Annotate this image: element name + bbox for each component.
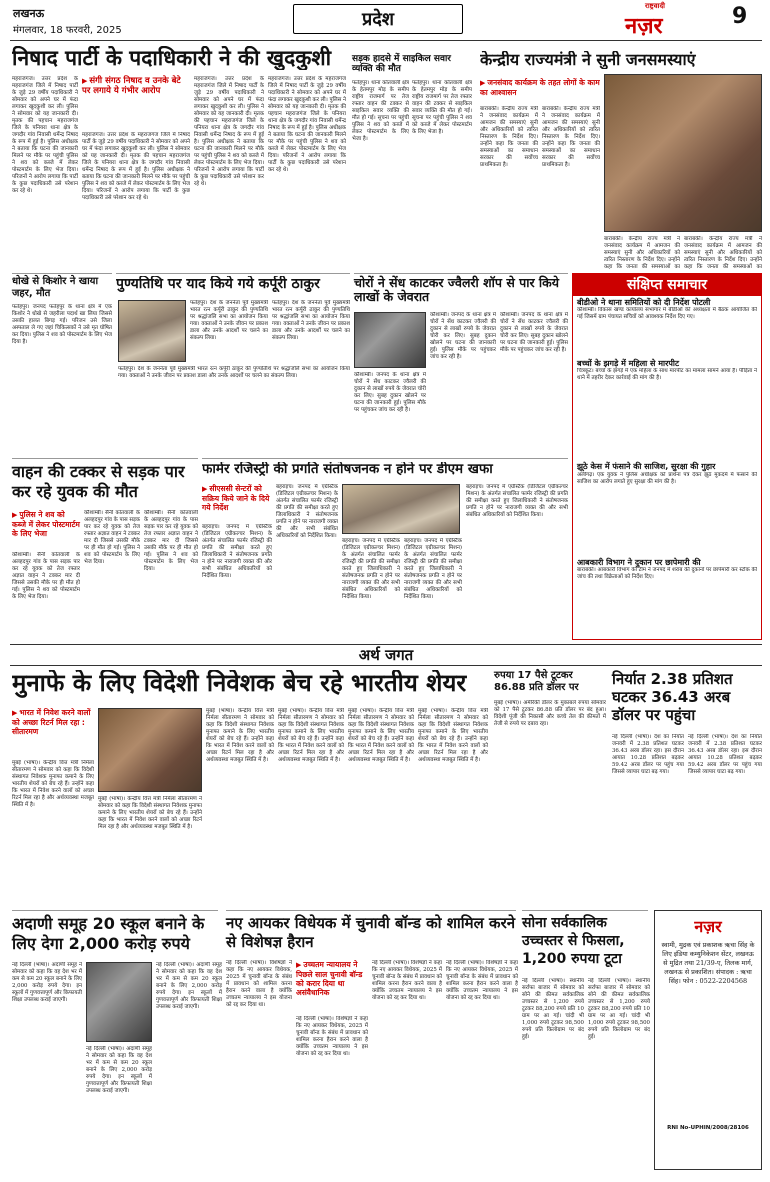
- brief-1-head: बीडीओ ने थाना समितियों को दी निर्देश पोटली: [577, 298, 711, 307]
- briefs-box: [572, 273, 762, 640]
- imprint-text: स्वामी, मुद्रक एवं प्रकाशक ऋचा सिंह के लिए इंडिया कम्युनिकेशन सेंटर, लखनऊ से मुद्रित तथा 21/39-ए, तिलक मार्ग, लखनऊ से प्रकाशित। संपादक : ऋचा सिंह। फोन : 0522-2204568: [661, 941, 755, 985]
- brief-3: [573, 460, 761, 555]
- brief-4-body: बाराबंकी। आबकारी विभाग की टीम ने जनपद में शराब की दुकानों पर छापेमारी कर स्टॉक की जांच की तथा विक्रेताओं को निर्देश दिए।: [577, 566, 757, 580]
- youth-body-col1: कौशाम्बी। सैनी कोतवाली के अलहदपुर गांव के पास सड़क पार कर रहे युवक को तेज रफ्तार अज्ञात वाहन ने टक्कर मार दी जिससे उसकी मौके पर ही मौत हो गई। पुलिस ने शव को पोस्टमार्टम के लिए भेज दिया।: [12, 552, 80, 600]
- triangle-bullet-icon: ▶: [12, 709, 18, 717]
- fpi-body-col6: मुंबई (भाषा)। केन्द्रीय वित्त मंत्री निर्मला सीतारमण ने सोमवार को कहा कि विदेशी संस्थागत निवेशक मुनाफा कमाने के लिए भारतीय शेयरों को बेच रहे हैं। उन्होंने कहा कि भारत में निवेश करने वालों को अच्छा रिटर्न मिल रहा है और अर्थव्यवस्था मजबूत स्थिति में है।: [418, 708, 488, 763]
- brief-4: [573, 556, 761, 633]
- farmer-top-rule: [202, 458, 568, 459]
- karpoori-body-col1: फतेहपुर। देश के जननेता पूर्व मुख्यमंत्री भारत रत्न कर्पूरी ठाकुर की पुण्यतिथि पर श्रद्धांजलि सभा का आयोजन किया गया। वक्ताओं ने उनके जीवन पर प्रकाश डाला और उनके आदर्शों पर चलने का संकल्प लिया।: [190, 300, 268, 341]
- farmer-body-col2: बहराइच। जनपद में एग्रीस्टैक (डिजिटल एग्रीकल्चर मिशन) के अंतर्गत संचालित फार्मर रजिस्ट्री की प्रगति की समीक्षा करते हुए जिलाधिकारी ने संतोषजनक प्रगति न होने पर नाराजगी व्यक्त की और सभी संबंधित अधिकारियों को निर्देशित किया।: [276, 484, 338, 539]
- triangle-bullet-icon: ▶: [480, 79, 486, 87]
- brief-1-body: कौशाम्बी। विकास खण्ड कार्यालय सभागार में बीडीओ की अध्यक्षता में बैठक आयोजित की गई जिसमें ग्राम पंचायत सचिवों को आवश्यक निर्देश दिए गए।: [577, 307, 757, 321]
- tax-headline: नए आयकर विधेयक में चुनावी बॉन्ड को शामिल करने से विशेषज्ञ हैरान: [226, 914, 516, 951]
- brief-3-head: झूठे केस में फंसाने की साजिश, सुरक्षा की गुहार: [577, 462, 716, 472]
- tax-body-col1: नई दिल्ली (भाषा)। विशेषज्ञों ने कहा कि नए आयकर विधेयक, 2025 में चुनावी बॉन्ड के संबंध में प्रावधान को शामिल करना हैरान करने वाला है क्योंकि उच्चतम न्यायालय ने इस योजना को रद्द कर दिया था।: [226, 960, 292, 1008]
- tax-body-col2: नई दिल्ली (भाषा)। विशेषज्ञों ने कहा कि नए आयकर विधेयक, 2025 में चुनावी बॉन्ड के संबंध में प्रावधान को शामिल करना हैरान करने वाला है क्योंकि उच्चतम न्यायालय ने इस योजना को रद्द कर दिया था।: [296, 1016, 368, 1057]
- karpoori-headline: पुण्यतिथि पर याद किये गये कर्पूरी ठाकुर: [116, 276, 320, 292]
- farmer-photo: [342, 484, 460, 534]
- brief-1: [573, 296, 761, 357]
- nishad-body-col3: महराजगंज। उत्तर प्रदेश के महराजगंज जिले में निषाद पार्टी के जुड़े 29 वर्षीय पदाधिकारी ने सोमवार को अपने घर में फंदा लगाकर खुदकुशी कर ली। पुलिस ने सोमवार को यह जानकारी दी। मृतक की पहचान महराजगंज जिले के पनियरा थाना क्षेत्र के जगदौर गांव निवासी धर्मेन्द्र निषाद के रूप में हुई है। पुलिस अधीक्षक ने बताया कि घटना की जानकारी मिलने पर मौके पर पहुंची पुलिस ने शव को कब्जे में लेकर पोस्टमार्टम के लिए भेज दिया। परिजनों ने आरोप लगाया कि पार्टी के कुछ पदाधिकारी उसे परेशान कर रहे थे।: [194, 76, 264, 187]
- minister-subhead: [480, 78, 600, 97]
- karpoori-body-col3: फतेहपुर। देश के जननेता पूर्व मुख्यमंत्री भारत रत्न कर्पूरी ठाकुर की पुण्यतिथि पर श्रद्धांजलि सभा का आयोजन किया गया। वक्ताओं ने उनके जीवन पर प्रकाश डाला और उनके आदर्शों पर चलने का संकल्प लिया।: [118, 366, 350, 379]
- brand-logo: [615, 2, 727, 39]
- fpi-body-col5: मुंबई (भाषा)। केन्द्रीय वित्त मंत्री निर्मला सीतारमण ने सोमवार को कहा कि विदेशी संस्थागत निवेशक मुनाफा कमाने के लिए भारतीय शेयरों को बेच रहे हैं। उन्होंने कहा कि भारत में निवेश करने वालों को अच्छा रिटर्न मिल रहा है और अर्थव्यवस्था मजबूत स्थिति में है।: [348, 708, 414, 763]
- adani-top-rule: [12, 910, 218, 911]
- adani-photo: [86, 962, 152, 1042]
- gold-headline: सोना सर्वकालिक उच्चस्तर से फिसला, 1,200 रुपया टूटा: [522, 915, 625, 967]
- fpi-body-col4: मुंबई (भाषा)। केन्द्रीय वित्त मंत्री निर्मला सीतारमण ने सोमवार को कहा कि विदेशी संस्थागत निवेशक मुनाफा कमाने के लिए भारतीय शेयरों को बेच रहे हैं। उन्होंने कहा कि भारत में निवेश करने वालों को अच्छा रिटर्न मिल रहा है और अर्थव्यवस्था मजबूत स्थिति में है।: [278, 708, 344, 763]
- tax-body-col3: नई दिल्ली (भाषा)। विशेषज्ञों ने कहा कि नए आयकर विधेयक, 2025 में चुनावी बॉन्ड के संबंध में प्रावधान को शामिल करना हैरान करने वाला है क्योंकि उच्चतम न्यायालय ने इस योजना को रद्द कर दिया था।: [372, 960, 442, 1001]
- brand-name: नज़र: [625, 14, 663, 39]
- adani-body-col3: नई दिल्ली (भाषा)। अदाणी समूह ने सोमवार को कहा कि वह देश भर में कम से कम 20 स्कूल बनाने के लिए 2,000 करोड़ रुपये देगा। इन स्कूलों में गुणवत्तापूर्ण और किफायती शिक्षा उपलब्ध कराई जाएगी।: [156, 962, 222, 1010]
- triangle-bullet-icon: ▶: [202, 485, 208, 493]
- fpi-body-col1: मुंबई (भाषा)। केन्द्रीय वित्त मंत्री निर्मला सीतारमण ने सोमवार को कहा कि विदेशी संस्थागत निवेशक मुनाफा कमाने के लिए भारतीय शेयरों को बेच रहे हैं। उन्होंने कहा कि भारत में निवेश करने वालों को अच्छा रिटर्न मिल रहा है और अर्थव्यवस्था मजबूत स्थिति में है।: [12, 760, 94, 808]
- city-label: लखनऊ: [13, 7, 45, 20]
- karpoori-top-rule: [116, 273, 350, 274]
- imprint-brand: नज़र: [694, 917, 722, 936]
- jewellery-top-rule: [354, 273, 568, 274]
- farmer-body-col3: बहराइच। जनपद में एग्रीस्टैक (डिजिटल एग्रीकल्चर मिशन) के अंतर्गत संचालित फार्मर रजिस्ट्री की प्रगति की समीक्षा करते हुए जिलाधिकारी ने संतोषजनक प्रगति न होने पर नाराजगी व्यक्त की और सभी संबंधित अधिकारियों को निर्देशित किया।: [342, 538, 400, 600]
- gold-body-col1: नई दिल्ली (भाषा)। स्थानीय सर्राफा बाजार में सोमवार को सोने की कीमत सर्वकालिक उच्चस्तर से 1,200 रुपये टूटकर 88,200 रुपये प्रति 10 ग्राम पर आ गई। चांदी भी 1,000 रुपये टूटकर 98,500 रुपये प्रति किलोग्राम पर बंद हुई।: [522, 978, 584, 1040]
- business-band: [10, 644, 762, 666]
- triangle-bullet-icon: ▶: [12, 511, 18, 519]
- minister-body-col1: बाराबंकी। केन्द्रीय राज्य मंत्री ने जनसंवाद कार्यक्रम में आमजन की समस्याएं सुनी और अधिकारियों को त्वरित निस्तारण के निर्देश दिए। उन्होंने कहा कि जनता की समस्याओं का समाधान सरकार की सर्वोच्च प्राथमिकता है।: [480, 106, 538, 168]
- karpoori-photo: [118, 300, 186, 362]
- cycle-body-col2: फतेहपुर। थाना कोतवाली क्षेत्र के हेतमपुर मोड़ के समीप राष्ट्रीय राजमार्ग पर तेज रफ्तार वाहन की टक्कर से साइकिल सवार व्यक्ति की मौत हो गई। सूचना पर पहुंची पुलिस ने शव को कब्जे में लेकर पोस्टमार्टम के लिए भेजा है।: [412, 80, 472, 135]
- section-label: प्रदेश: [361, 9, 395, 30]
- fpi-headline: मुनाफे के लिए विदेशी निवेशक बेच रहे भारतीय शेयर: [12, 670, 467, 697]
- jewellery-headline: चोरों ने सेंध काटकर ज्वैलरी शॉप से पार किये लाखों के जेवरात: [354, 275, 560, 305]
- kishore-body: फतेहपुर। जनपद फतेहपुर के थाना क्षेत्र में एक किशोर ने धोखे से जहरीला पदार्थ खा लिया जिससे उसकी हालत बिगड़ गई। परिजन उसे जिला अस्पताल ले गए जहां चिकित्सकों ने उसे मृत घोषित कर दिया। पुलिस ने शव को पोस्टमार्टम के लिए भेज दिया है।: [12, 304, 112, 345]
- nishad-body-col1: महराजगंज। उत्तर प्रदेश के महराजगंज जिले में निषाद पार्टी के जुड़े 29 वर्षीय पदाधिकारी ने सोमवार को अपने घर में फंदा लगाकर खुदकुशी कर ली। पुलिस ने सोमवार को यह जानकारी दी। मृतक की पहचान महराजगंज जिले के पनियरा थाना क्षेत्र के जगदौर गांव निवासी धर्मेन्द्र निषाद के रूप में हुई है। पुलिस अधीक्षक ने बताया कि घटना की जानकारी मिलने पर मौके पर पहुंची पुलिस ने शव को कब्जे में लेकर पोस्टमार्टम के लिए भेज दिया। परिजनों ने आरोप लगाया कि पार्टी के कुछ पदाधिकारी उसे परेशान कर रहे थे।: [12, 76, 78, 194]
- date-label: मंगलवार, 18 फरवरी, 2025: [13, 25, 122, 36]
- exports-body-col2: नई दिल्ली (भाषा)। देश का निर्यात जनवरी में 2.38 प्रतिशत घटकर 36.43 अरब डॉलर रहा। इस दौरान आयात 10.28 प्रतिशत बढ़कर 59.42 अरब डॉलर पर पहुंच गया जिससे व्यापार घाटा बढ़ गया।: [688, 734, 762, 775]
- nishad-sub-text: ▶ संगी संगठ निषाद व उनके बेटे पर लगाये ये गंभीर आरोप: [82, 76, 181, 96]
- kishore-top-rule: [12, 273, 112, 274]
- gold-top-rule: [522, 910, 648, 911]
- brand-small: राष्ट्रवादी: [645, 2, 665, 10]
- tax-body-col4: नई दिल्ली (भाषा)। विशेषज्ञों ने कहा कि नए आयकर विधेयक, 2025 में चुनावी बॉन्ड के संबंध में प्रावधान को शामिल करना हैरान करने वाला है क्योंकि उच्चतम न्यायालय ने इस योजना को रद्द कर दिया था।: [446, 960, 518, 1001]
- rupee-body: मुंबई (भाषा)। अमेरिकी डॉलर के मुकाबले रुपया सोमवार को 17 पैसे टूटकर 86.88 प्रति डॉलर पर बंद हुआ। विदेशी पूंजी की निकासी और कच्चे तेल की कीमतों में तेजी से रुपये पर दबाव रहा।: [494, 700, 606, 727]
- kishore-headline: धोखे से किशोर ने खाया जहर, मौत: [12, 276, 99, 299]
- minister-sub-text: ▶ जनसंवाद कार्यक्रम के तहत लोगों के काम का आश्वासन: [480, 78, 600, 97]
- brief-3-body: अलीगढ़। एक युवक ने पुलिस अधीक्षक को प्रार्थना पत्र देकर झूठे मुकदमे में फंसाने की साजिश का आरोप लगाते हुए सुरक्षा की मांग की है।: [577, 471, 757, 485]
- minister-headline: केन्द्रीय राज्यमंत्री ने सुनी जनसमस्याएं: [480, 51, 696, 69]
- tax-sub-text: ▶ उच्चतम न्यायालय ने पिछले साल चुनावी बॉन्ड को करार दिया था असंवैधानिक: [296, 960, 363, 997]
- brief-2: [573, 357, 761, 460]
- header-rule: [10, 40, 762, 41]
- youth-sub-text: ▶ पुलिस ने शव को कब्जे में लेकर पोस्टमार्टम के लिए भेजा: [12, 510, 80, 538]
- fpi-photo: [98, 708, 202, 792]
- farmer-subhead: [202, 484, 272, 512]
- adani-headline: अदाणी समूह 20 स्कूल बनाने के लिए देगा 2,000 करोड़ रुपये: [12, 914, 205, 953]
- exports-headline: निर्यात 2.38 प्रतिशत घटकर 36.43 अरब डॉलर पर पहुंचा: [612, 670, 733, 724]
- minister-photo: [604, 74, 762, 232]
- briefs-title-bar: [573, 274, 761, 296]
- youth-body-col3: कौशाम्बी। सैनी कोतवाली के अलहदपुर गांव के पास सड़क पार कर रहे युवक को तेज रफ्तार अज्ञात वाहन ने टक्कर मार दी जिससे उसकी मौके पर ही मौत हो गई। पुलिस ने शव को पोस्टमार्टम के लिए भेज दिया।: [144, 510, 198, 572]
- minister-body-col4: बाराबंकी। केन्द्रीय राज्य मंत्री ने जनसंवाद कार्यक्रम में आमजन की समस्याएं सुनी और अधिकारियों को त्वरित निस्तारण के निर्देश दिए। उन्होंने कहा कि जनता की समस्याओं का: [684, 236, 762, 270]
- imprint-box: [654, 910, 762, 1170]
- farmer-sub-text: ▶ सीएससी सेन्टरों को सक्रिय किये जाने के दिये गये निर्देश: [202, 484, 270, 512]
- youth-body-col2: कौशाम्बी। सैनी कोतवाली के अलहदपुर गांव के पास सड़क पार कर रहे युवक को तेज रफ्तार अज्ञात वाहन ने टक्कर मार दी जिससे उसकी मौके पर ही मौत हो गई। पुलिस ने शव को पोस्टमार्टम के लिए भेज दिया।: [84, 510, 140, 565]
- adani-body-col2: नई दिल्ली (भाषा)। अदाणी समूह ने सोमवार को कहा कि वह देश भर में कम से कम 20 स्कूल बनाने के लिए 2,000 करोड़ रुपये देगा। इन स्कूलों में गुणवत्तापूर्ण और किफायती शिक्षा उपलब्ध कराई जाएगी।: [86, 1046, 152, 1094]
- brief-4-head: आबकारी विभाग ने दुकान पर छापेमारी की: [577, 557, 701, 567]
- farmer-body-col4: बहराइच। जनपद में एग्रीस्टैक (डिजिटल एग्रीकल्चर मिशन) के अंतर्गत संचालित फार्मर रजिस्ट्री की प्रगति की समीक्षा करते हुए जिलाधिकारी ने संतोषजनक प्रगति न होने पर नाराजगी व्यक्त की और सभी संबंधित अधिकारियों को निर्देशित किया।: [404, 538, 462, 600]
- karpoori-body-col2: फतेहपुर। देश के जननेता पूर्व मुख्यमंत्री भारत रत्न कर्पूरी ठाकुर की पुण्यतिथि पर श्रद्धांजलि सभा का आयोजन किया गया। वक्ताओं ने उनके जीवन पर प्रकाश डाला और उनके आदर्शों पर चलने का संकल्प लिया।: [272, 300, 350, 341]
- nishad-body-col4: महराजगंज। उत्तर प्रदेश के महराजगंज जिले में निषाद पार्टी के जुड़े 29 वर्षीय पदाधिकारी ने सोमवार को अपने घर में फंदा लगाकर खुदकुशी कर ली। पुलिस ने सोमवार को यह जानकारी दी। मृतक की पहचान महराजगंज जिले के पनियरा थाना क्षेत्र के जगदौर गांव निवासी धर्मेन्द्र निषाद के रूप में हुई है। पुलिस अधीक्षक ने बताया कि घटना की जानकारी मिलने पर मौके पर पहुंची पुलिस ने शव को कब्जे में लेकर पोस्टमार्टम के लिए भेज दिया। परिजनों ने आरोप लगाया कि पार्टी के कुछ पदाधिकारी उसे परेशान कर रहे थे।: [268, 76, 346, 173]
- fpi-subhead: [12, 708, 92, 736]
- fpi-sub-text: ▶ भारत में निवेश करने वालों को अच्छा रिटर्न मिल रहा : सीतारमण: [12, 708, 91, 736]
- cycle-body: फतेहपुर। थाना कोतवाली क्षेत्र के हेतमपुर मोड़ के समीप राष्ट्रीय राजमार्ग पर तेज रफ्तार वाहन की टक्कर से साइकिल सवार व्यक्ति की मौत हो गई। सूचना पर पहुंची पुलिस ने शव को कब्जे में लेकर पोस्टमार्टम के लिए भेजा है।: [352, 80, 409, 142]
- tax-top-rule: [226, 910, 516, 911]
- tax-subhead: [296, 960, 368, 997]
- farmer-headline: फार्मर रजिस्ट्री की प्रगति संतोषजनक न होने पर डीएम खफा: [202, 462, 493, 477]
- business-section-label: अर्थ जगत: [345, 645, 427, 665]
- jewellery-photo: [354, 312, 426, 368]
- page-number: 9: [732, 4, 748, 29]
- farmer-body-col5: बहराइच। जनपद में एग्रीस्टैक (डिजिटल एग्रीकल्चर मिशन) के अंतर्गत संचालित फार्मर रजिस्ट्री की प्रगति की समीक्षा करते हुए जिलाधिकारी ने संतोषजनक प्रगति न होने पर नाराजगी व्यक्त की और सभी संबंधित अधिकारियों को निर्देशित किया।: [466, 484, 568, 518]
- jewellery-body-col2: कौशाम्बी। जनपद के थाना क्षेत्र में चोरों ने सेंध काटकर ज्वैलरी की दुकान से लाखों रुपये के जेवरात चोरी कर लिए। सुबह दुकान खोलने पर घटना की जानकारी हुई। पुलिस मौके पर पहुंचकर जांच कर रही है।: [500, 312, 568, 353]
- brief-2-head: बच्चों के झगड़े में महिला से मारपीट: [577, 359, 679, 369]
- farmer-body-col1: बहराइच। जनपद में एग्रीस्टैक (डिजिटल एग्रीकल्चर मिशन) के अंतर्गत संचालित फार्मर रजिस्ट्री की प्रगति की समीक्षा करते हुए जिलाधिकारी ने संतोषजनक प्रगति न होने पर नाराजगी व्यक्त की और सभी संबंधित अधिकारियों को निर्देशित किया।: [202, 524, 272, 579]
- cycle-headline: सड़क हादसे में साइकिल सवार व्यक्ति की मौत: [352, 54, 451, 75]
- nishad-body-col2: महराजगंज। उत्तर प्रदेश के महराजगंज जिले में निषाद पार्टी के जुड़े 29 वर्षीय पदाधिकारी ने सोमवार को अपने घर में फंदा लगाकर खुदकुशी कर ली। पुलिस ने सोमवार को यह जानकारी दी। मृतक की पहचान महराजगंज जिले के पनियरा थाना क्षेत्र के जगदौर गांव निवासी धर्मेन्द्र निषाद के रूप में हुई है। पुलिस अधीक्षक ने बताया कि घटना की जानकारी मिलने पर मौके पर पहुंची पुलिस ने शव को कब्जे में लेकर पोस्टमार्टम के लिए भेज दिया। परिजनों ने आरोप लगाया कि पार्टी के कुछ पदाधिकारी उसे परेशान कर रहे थे।: [82, 132, 190, 201]
- briefs-title: संक्षिप्त समाचार: [627, 277, 707, 293]
- jewellery-body-col3: कौशाम्बी। जनपद के थाना क्षेत्र में चोरों ने सेंध काटकर ज्वैलरी की दुकान से लाखों रुपये के जेवरात चोरी कर लिए। सुबह दुकान खोलने पर घटना की जानकारी हुई। पुलिस मौके पर पहुंचकर जांच कर रही है।: [354, 372, 426, 413]
- fpi-body-col2: मुंबई (भाषा)। केन्द्रीय वित्त मंत्री निर्मला सीतारमण ने सोमवार को कहा कि विदेशी संस्थागत निवेशक मुनाफा कमाने के लिए भारतीय शेयरों को बेच रहे हैं। उन्होंने कहा कि भारत में निवेश करने वालों को अच्छा रिटर्न मिल रहा है और अर्थव्यवस्था मजबूत स्थिति में है।: [98, 796, 202, 830]
- rupee-headline: रुपया 17 पैसे टूटकर 86.88 प्रति डॉलर पर: [494, 670, 579, 693]
- jewellery-body-col1: कौशाम्बी। जनपद के थाना क्षेत्र में चोरों ने सेंध काटकर ज्वैलरी की दुकान से लाखों रुपये के जेवरात चोरी कर लिए। सुबह दुकान खोलने पर घटना की जानकारी हुई। पुलिस मौके पर पहुंचकर जांच कर रही है।: [430, 312, 496, 360]
- youth-headline: वाहन की टक्कर से सड़क पार कर रहे युवक की मौत: [12, 462, 185, 501]
- minister-body-col2: बाराबंकी। केन्द्रीय राज्य मंत्री ने जनसंवाद कार्यक्रम में आमजन की समस्याएं सुनी और अधिकारियों को त्वरित निस्तारण के निर्देश दिए। उन्होंने कहा कि जनता की समस्याओं का समाधान सरकार की सर्वोच्च प्राथमिकता है।: [542, 106, 600, 168]
- triangle-bullet-icon: ▶: [82, 77, 88, 85]
- exports-body-col1: नई दिल्ली (भाषा)। देश का निर्यात जनवरी में 2.38 प्रतिशत घटकर 36.43 अरब डॉलर रहा। इस दौरान आयात 10.28 प्रतिशत बढ़कर 59.42 अरब डॉलर पर पहुंच गया जिससे व्यापार घाटा बढ़ गया।: [612, 734, 684, 775]
- section-banner: [293, 4, 463, 34]
- youth-subhead: [12, 510, 80, 538]
- adani-body-col1: नई दिल्ली (भाषा)। अदाणी समूह ने सोमवार को कहा कि वह देश भर में कम से कम 20 स्कूल बनाने के लिए 2,000 करोड़ रुपये देगा। इन स्कूलों में गुणवत्तापूर्ण और किफायती शिक्षा उपलब्ध कराई जाएगी।: [12, 962, 82, 1003]
- masthead: [0, 0, 770, 46]
- minister-body-col3: बाराबंकी। केन्द्रीय राज्य मंत्री ने जनसंवाद कार्यक्रम में आमजन की समस्याएं सुनी और अधिकारियों को त्वरित निस्तारण के निर्देश दिए। उन्होंने कहा कि जनता की समस्याओं का: [604, 236, 680, 270]
- nishad-subhead: [82, 76, 190, 130]
- fpi-body-col3: मुंबई (भाषा)। केन्द्रीय वित्त मंत्री निर्मला सीतारमण ने सोमवार को कहा कि विदेशी संस्थागत निवेशक मुनाफा कमाने के लिए भारतीय शेयरों को बेच रहे हैं। उन्होंने कहा कि भारत में निवेश करने वालों को अच्छा रिटर्न मिल रहा है और अर्थव्यवस्था मजबूत स्थिति में है।: [206, 708, 274, 763]
- triangle-bullet-icon: ▶: [296, 961, 302, 969]
- brief-2-body: चित्रकूट। बच्चों के झगड़े में एक महिला के साथ मारपीट का मामला सामने आया है। पीड़िता ने थाने में तहरीर देकर कार्रवाई की मांग की है।: [577, 368, 757, 382]
- youth-top-rule: [12, 458, 198, 459]
- gold-body-col2: नई दिल्ली (भाषा)। स्थानीय सर्राफा बाजार में सोमवार को सोने की कीमत सर्वकालिक उच्चस्तर से 1,200 रुपये टूटकर 88,200 रुपये प्रति 10 ग्राम पर आ गई। चांदी भी 1,000 रुपये टूटकर 98,500 रुपये प्रति किलोग्राम पर बंद हुई।: [588, 978, 650, 1040]
- nishad-headline: निषाद पार्टी के पदाधिकारी ने की खुदकुशी: [12, 46, 332, 70]
- imprint-rni: RNI No-UPHIN/2008/28106: [667, 1125, 749, 1131]
